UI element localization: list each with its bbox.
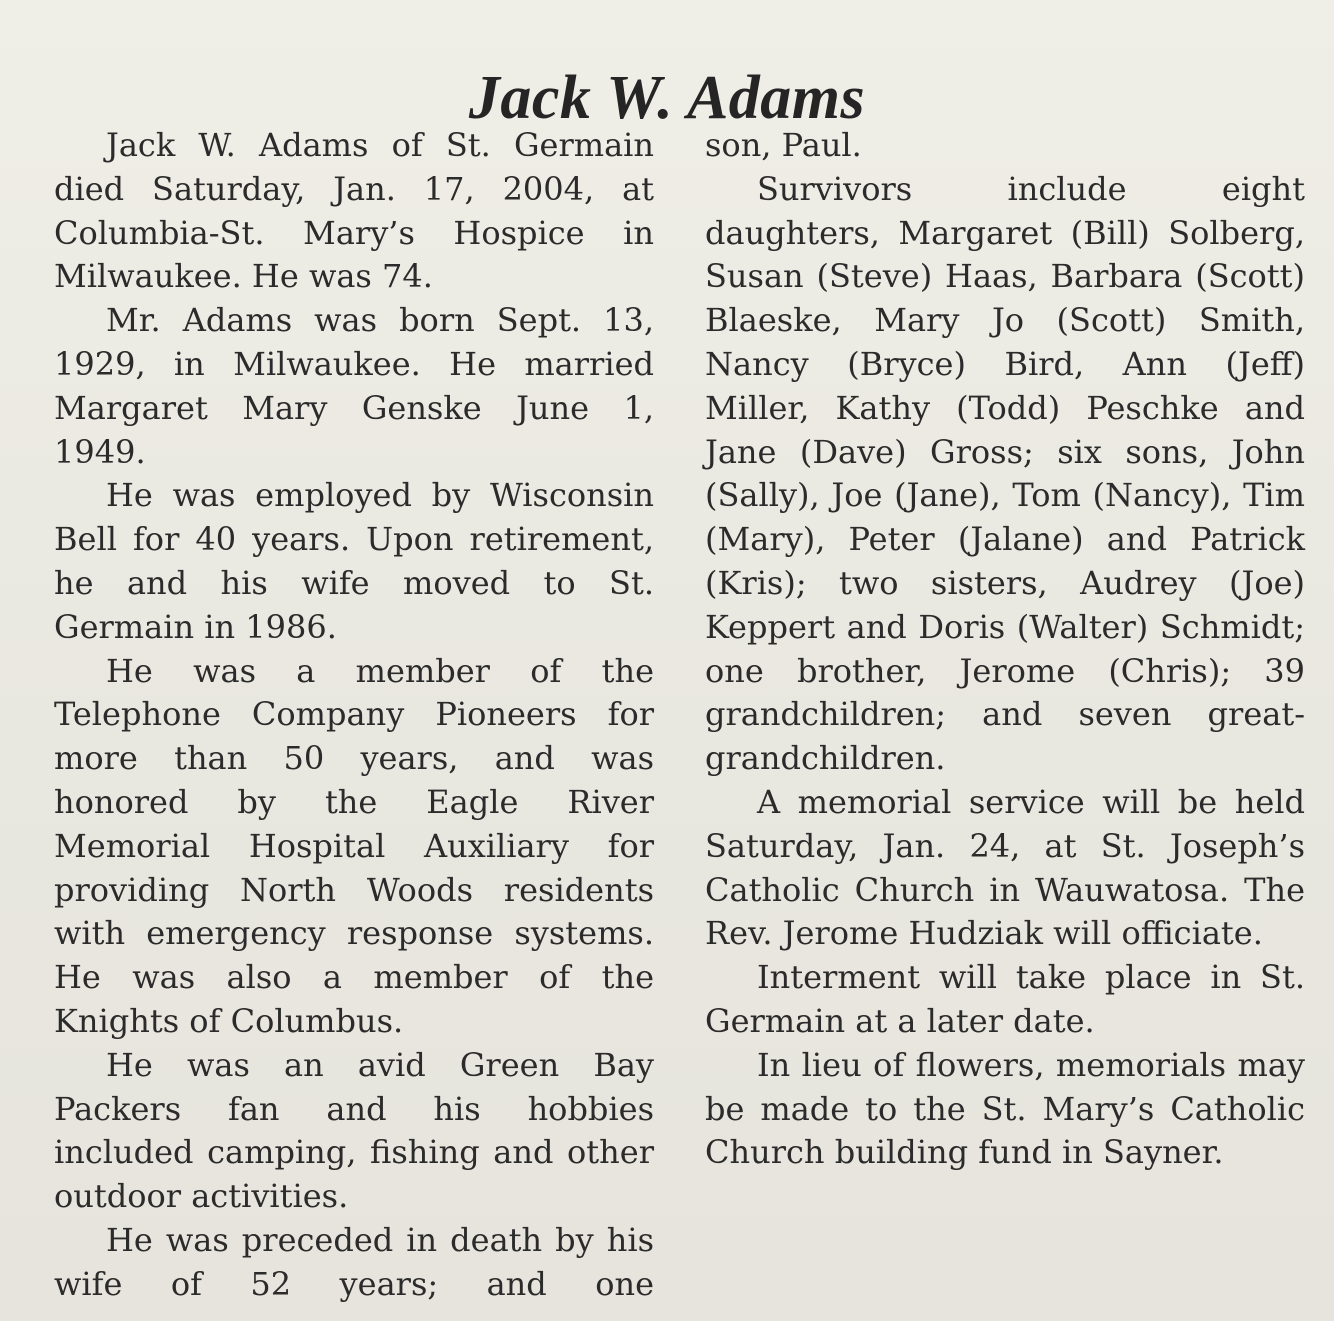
paragraph-interment: Interment will take place in St. Germain at a later date.: [705, 958, 1305, 1040]
paragraph-memberships: He was a member of the Telephone Company Pioneers for more than 50 years, and was honored by the Eagle River Memorial Hospital Auxiliary for providing North Woods residents with emergency response systems. He was also a member of the Knights of Columbus.: [54, 651, 654, 1040]
paragraph-preceded-in-death: He was preceded in death by his wife of 52 years; and one: [54, 1220, 654, 1303]
paragraph-survivors: Survivors include eight daughters, Margaret (Bill) Solberg, Susan (Steve) Haas, Barbara (Scott) Blaeske, Mary Jo (Scott) Smith, Nancy (Bryce) Bird, Ann (Jeff) Miller, Kathy (Todd) Peschke and Jane (Dave) Gross; six sons, John (Sally), Joe (Jane), Tom (Nancy), Tim (Mary), Peter (Jalane) and Patrick (Kris); two sisters, Audrey (Joe) Keppert and Doris (Walter) Schmidt; one brother, Jerome (Chris); 39 grandchildren; and seven great-grandchildren.: [705, 169, 1305, 778]
paragraph-hobbies: He was an avid Green Bay Packers fan and his hobbies included camping, fishing and other outdoor activities.: [54, 1045, 654, 1216]
left-column: [54, 124, 654, 1307]
paragraph-death-notice: Jack W. Adams of St. Germain died Saturday, Jan. 17, 2004, at Columbia-St. Mary’s Hospice in Milwaukee. He was 74.: [54, 126, 654, 296]
paragraph-memorial-service: A memorial service will be held Saturday, Jan. 24, at St. Joseph’s Catholic Church in Wauwatosa. The Rev. Jerome Hudziak will officiate.: [705, 782, 1305, 953]
paragraph-birth-marriage: Mr. Adams was born Sept. 13, 1929, in Milwaukee. He married Margaret Mary Genske June 1, 1949.: [54, 301, 654, 471]
paragraph-memorials: In lieu of flowers, memorials may be made to the St. Mary’s Catholic Church building fund in Sayner.: [705, 1045, 1305, 1172]
paragraph-continued-son: son, Paul.: [705, 126, 862, 164]
obituary-title: Jack W. Adams: [468, 63, 866, 132]
right-column: [705, 124, 1305, 1175]
paragraph-employment: He was employed by Wisconsin Bell for 40 years. Upon retirement, he and his wife moved to St. Germain in 1986.: [54, 476, 654, 646]
